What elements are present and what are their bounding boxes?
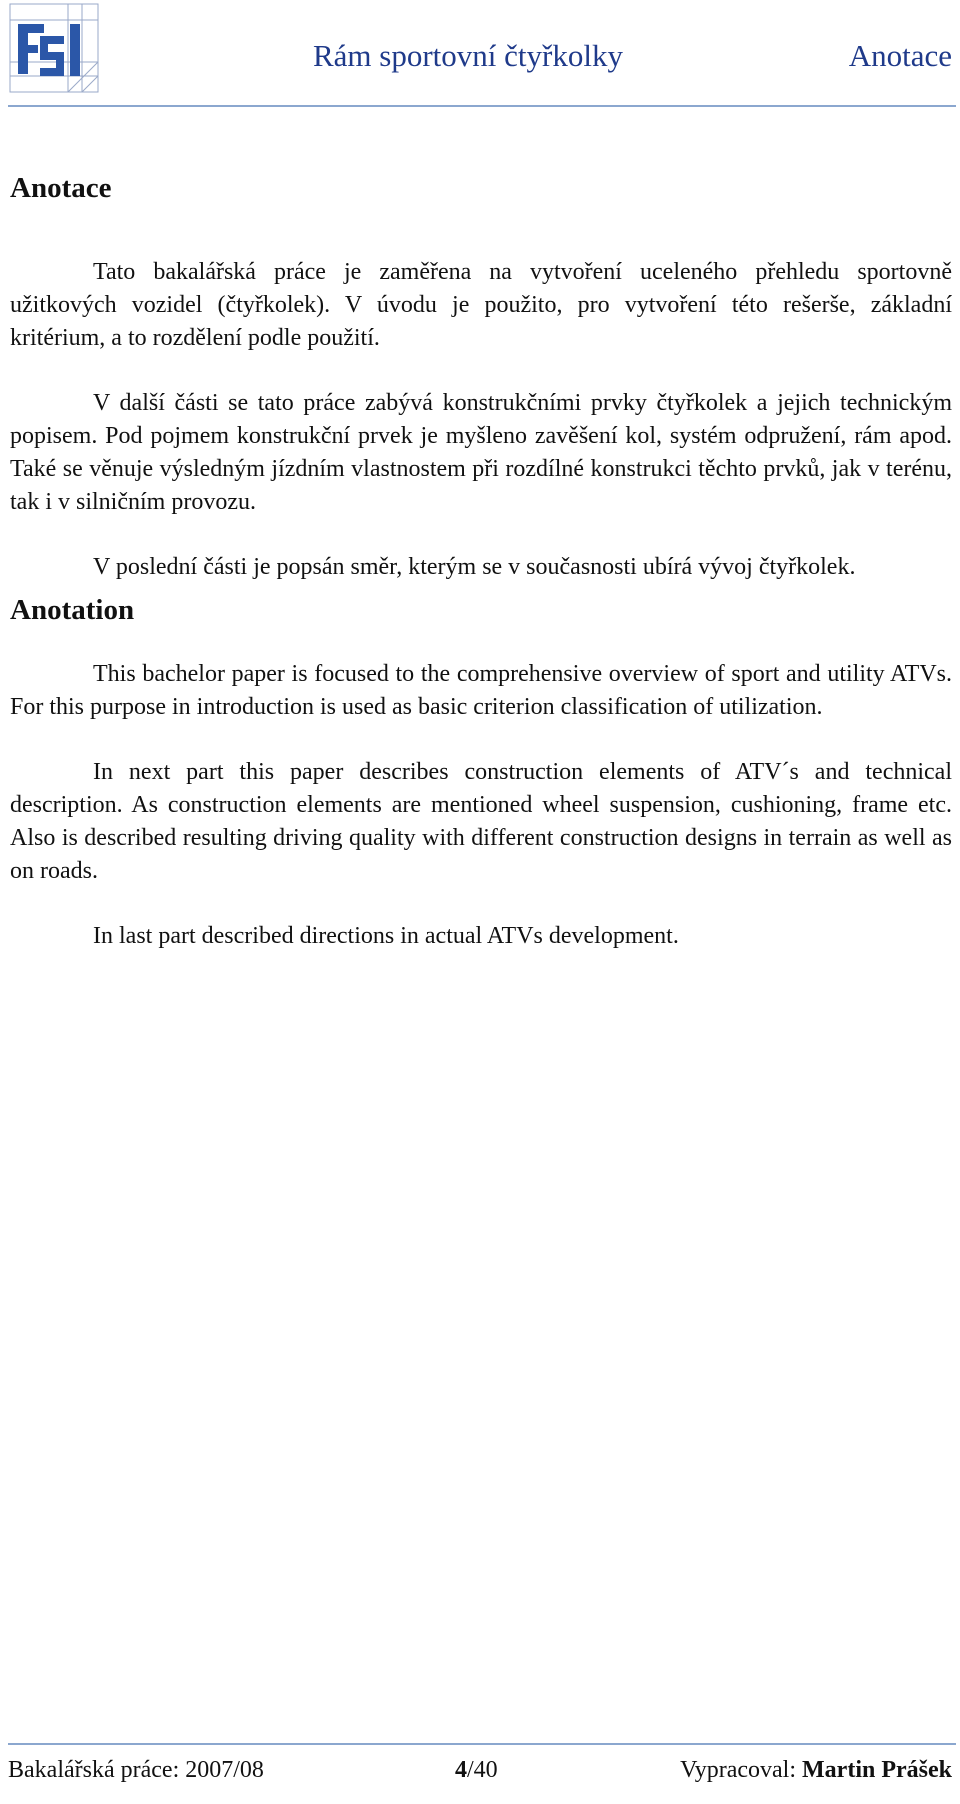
page-total: /40: [467, 1757, 498, 1783]
heading-anotation: Anotation: [10, 594, 135, 626]
author-name: Martin Prášek: [802, 1757, 952, 1783]
page-current: 4: [455, 1757, 467, 1783]
page-number: [455, 1757, 498, 1784]
page-footer: [0, 1757, 960, 1793]
paragraph-cz-2: V další části se tato práce zabývá konstrukčními prvky čtyřkolek a jejich technickým popisem. Pod pojmem konstrukční prvek je myšleno zavěšení kol, systém odpružení, rám apod. Také se věnuje výsledným jízdním vlastnostem při rozdílné konstrukci těchto prvků, jak v terénu, tak i v silničním provozu.: [10, 390, 952, 515]
document-title: Rám sportovní čtyřkolky: [313, 38, 623, 73]
paragraph-en-3: In last part described directions in actual ATVs development.: [93, 923, 679, 949]
fsi-logo-icon: [8, 2, 104, 98]
paragraph-en-1: This bachelor paper is focused to the comprehensive overview of sport and utility ATVs. For this purpose in introduction is used as basic criterion classification of utilization.: [10, 661, 952, 720]
paragraph-cz-3: V poslední části je popsán směr, kterým se v současnosti ubírá vývoj čtyřkolek.: [93, 554, 856, 580]
author: [680, 1757, 952, 1784]
footer-divider: [8, 1743, 956, 1745]
heading-anotace: Anotace: [10, 172, 112, 204]
paragraph-cz-1: Tato bakalářská práce je zaměřena na vytvoření uceleného přehledu sportovně užitkových vozidel (čtyřkolek). V úvodu je použito, pro vytvoření této rešerše, základní kritérium, a to rozdělení podle použití.: [10, 259, 952, 351]
paragraph-en-2: In next part this paper describes construction elements of ATV´s and technical description. As construction elements are mentioned wheel suspension, cushioning, frame etc. Also is described resulting driving quality with different construction designs in terrain as well as on roads.: [10, 759, 952, 884]
page-header: [0, 0, 960, 112]
section-name: Anotace: [848, 38, 952, 73]
header-divider: [8, 105, 956, 107]
thesis-label: Bakalářská práce: 2007/08: [8, 1757, 264, 1783]
author-label: Vypracoval:: [680, 1757, 803, 1783]
main-content: [10, 170, 952, 953]
